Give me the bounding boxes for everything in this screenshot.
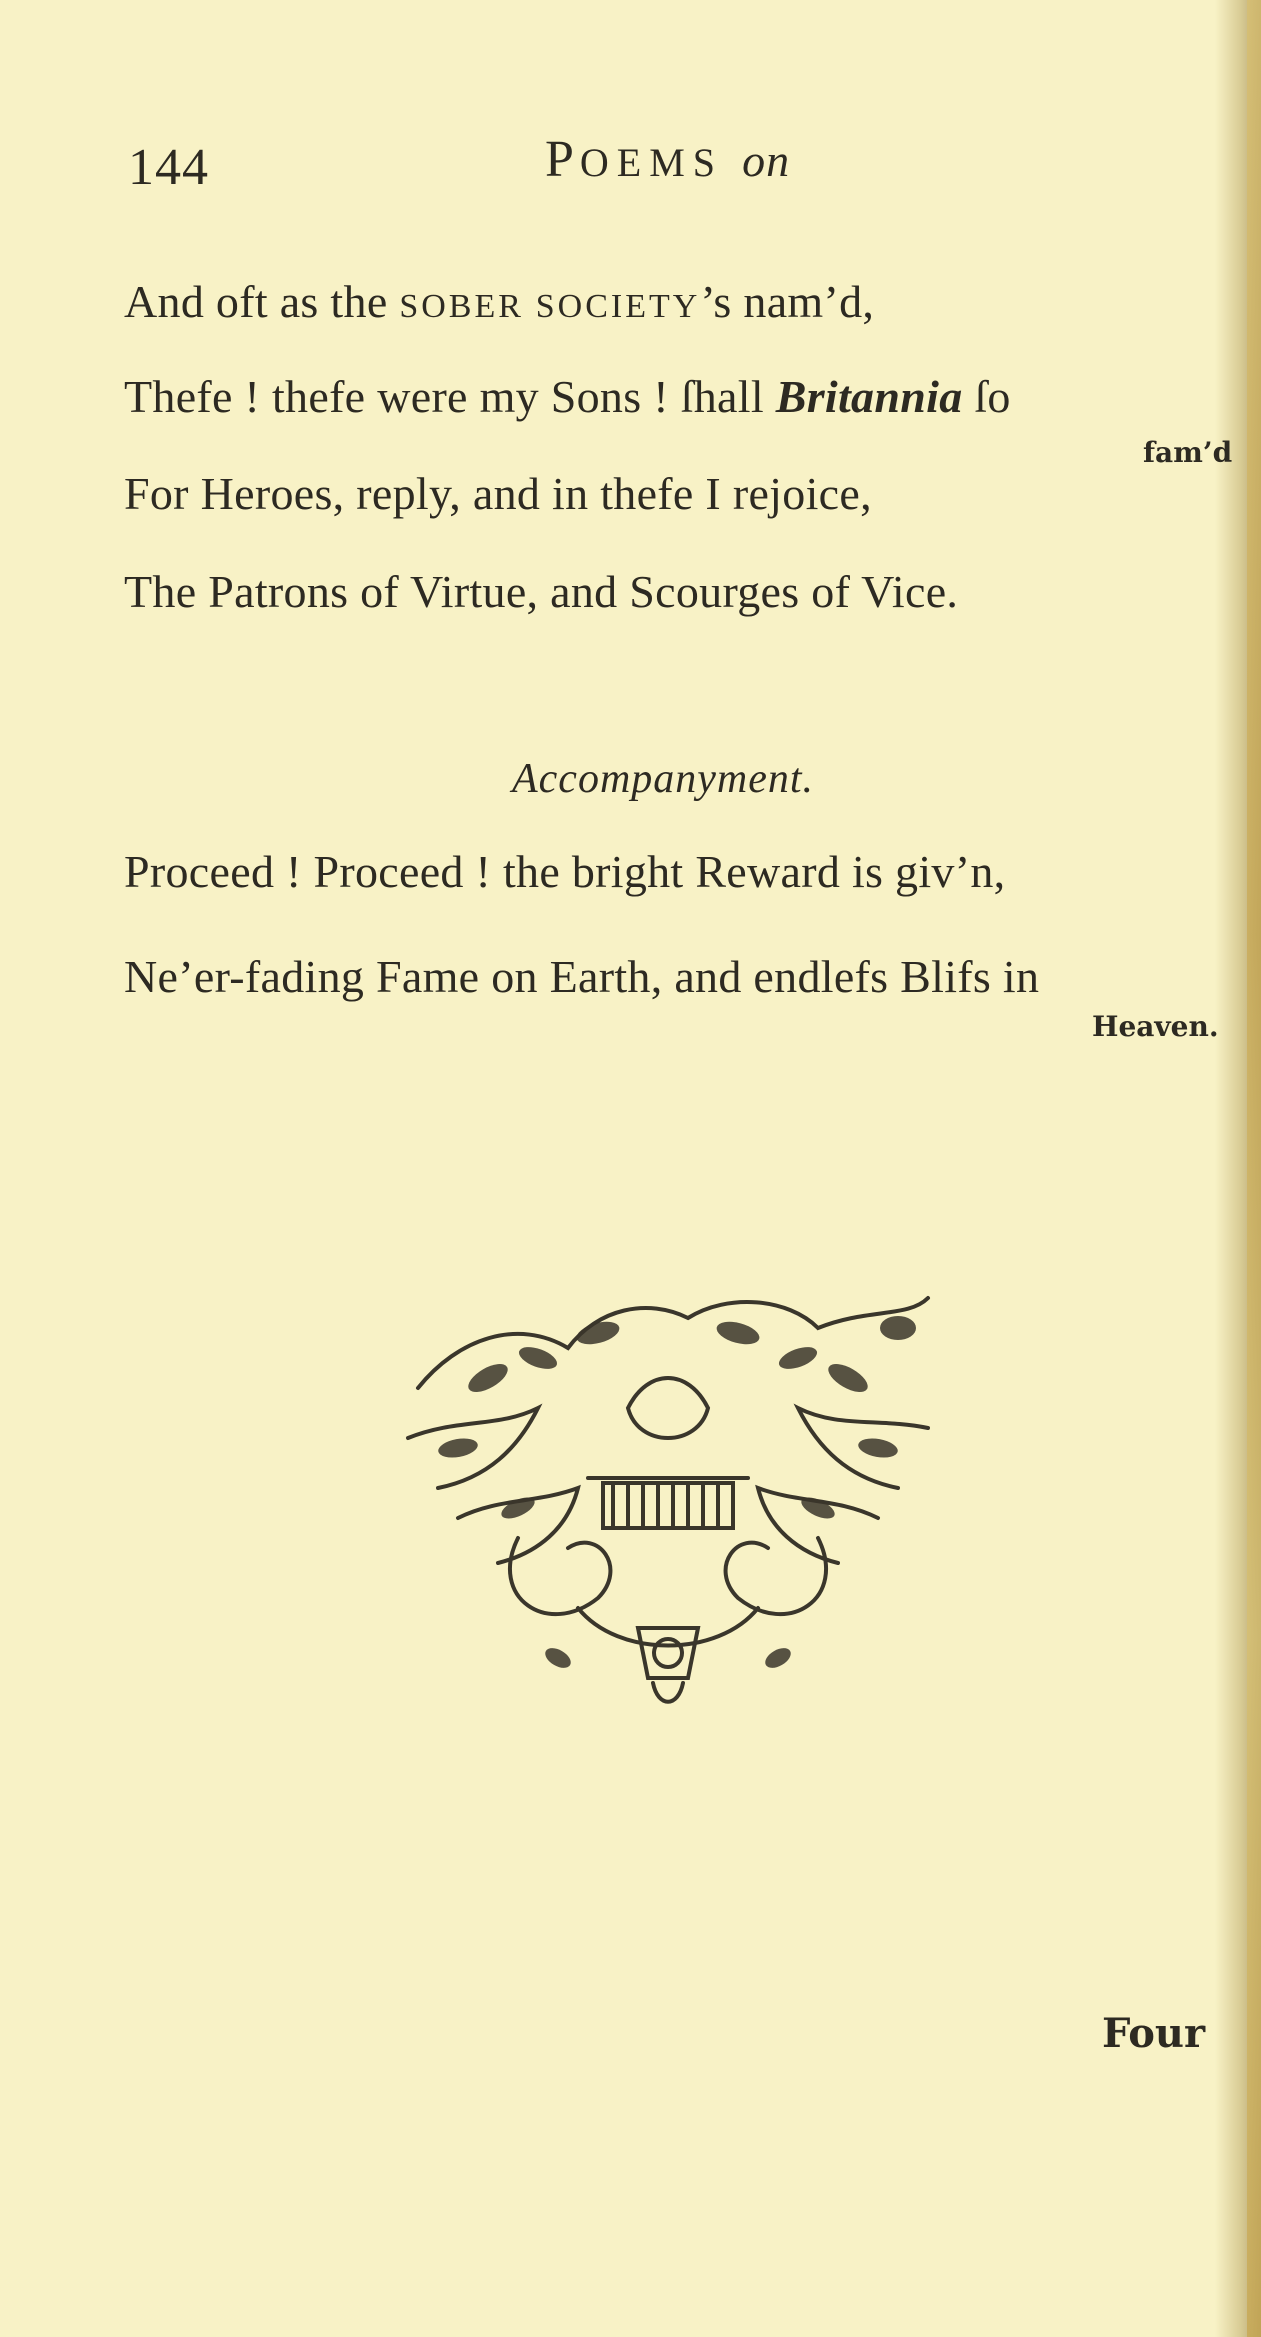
verse-line-1-start: And oft as the [124,276,400,327]
running-head [545,130,790,189]
verse-line-3: For Heroes, reply, and in thefe I rejoice, [124,468,872,519]
verse-line-1-space [524,276,536,327]
turnover-heaven: Heaven. [1092,1010,1219,1043]
verse-line-2-start: Thefe ! thefe were my Sons ! ſhall [124,371,776,422]
society-smallcaps: SOCIETY [535,288,701,325]
turnover-famd: fam’d [1143,436,1233,469]
verse-line-5: Proceed ! Proceed ! the bright Reward is giv’n, [124,846,1006,897]
verse-line-4: The Patrons of Virtue, and Scourges of Vice. [124,566,959,617]
running-head-smallcaps: OEMS [579,140,724,185]
verse-line-1-end: ’s nam’d, [700,276,875,327]
verse-line-2 [124,370,1011,423]
foliate-basket-ornament-icon [398,1278,938,1728]
verse-line-2-end: ſo [962,371,1011,422]
running-head-italic: on [742,135,791,186]
sober-smallcaps: SOBER [399,288,524,325]
page-number: 144 [128,139,209,196]
britannia-italic: Britannia [775,371,963,422]
verse-line-1 [124,275,874,328]
verse-line-6: Ne’er-fading Fame on Earth, and endlefs Blifs in [124,951,1040,1002]
catchword: Four [1102,2010,1206,2057]
page-edge-stain [1247,0,1261,2337]
running-head-initial: P [545,131,580,188]
section-heading: Accompanyment. [512,756,815,802]
